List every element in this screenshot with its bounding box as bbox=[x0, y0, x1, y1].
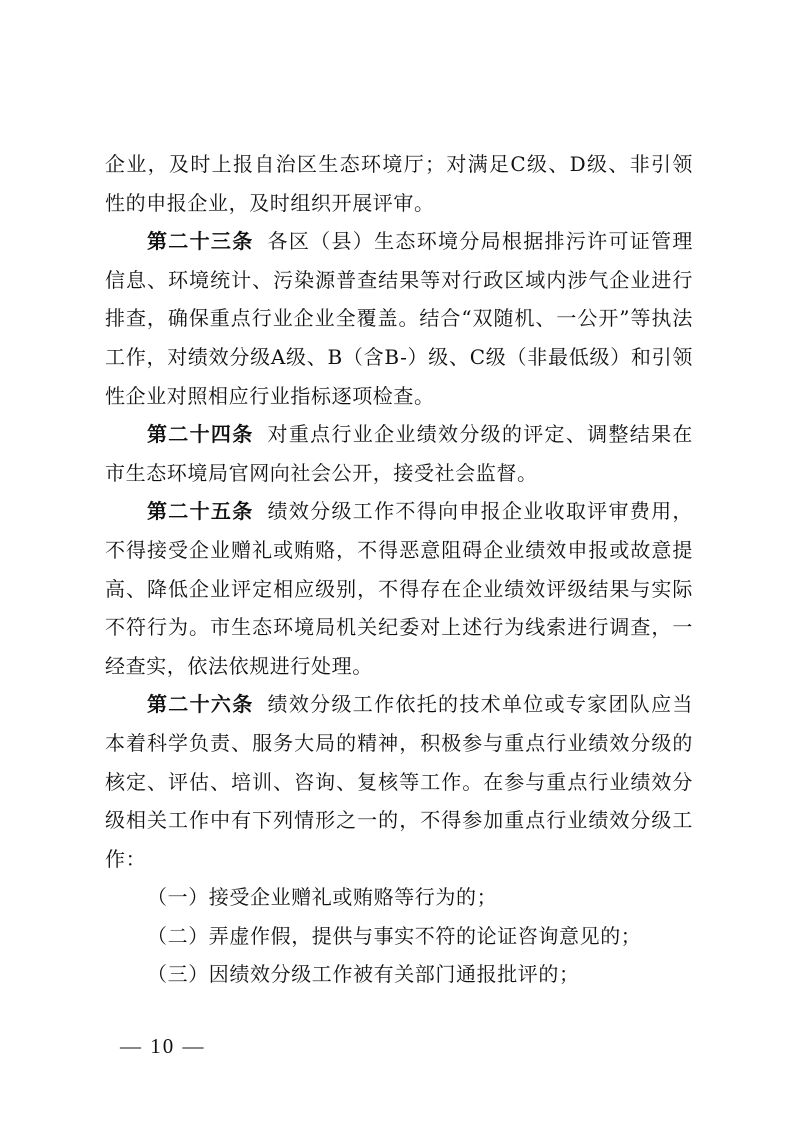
paragraph-continuation bbox=[105, 145, 693, 222]
article-label: 第二十四条 bbox=[147, 422, 254, 447]
paragraph-text: 企业，及时上报自治区生态环境厅；对满足C级、D级、非引领性的申报企业，及时组织开展评审。 bbox=[105, 152, 693, 215]
article-25 bbox=[105, 492, 693, 685]
list-item: （三）因绩效分级工作被有关部门通报批评的； bbox=[147, 962, 580, 987]
list-item: （二）弄虚作假，提供与事实不符的论证咨询意见的； bbox=[147, 923, 642, 948]
article-label: 第二十三条 bbox=[147, 229, 254, 254]
article-23 bbox=[105, 222, 693, 415]
page-number: — 10 — bbox=[120, 1034, 206, 1058]
document-body bbox=[105, 145, 693, 994]
article-label: 第二十六条 bbox=[147, 692, 254, 717]
article-24 bbox=[105, 415, 693, 492]
article-26 bbox=[105, 685, 693, 878]
article-label: 第二十五条 bbox=[147, 499, 254, 524]
paragraph-text: 绩效分级工作依托的技术单位或专家团队应当本着科学负责、服务大局的精神，积极参与重点行业绩效分级的核定、评估、培训、咨询、复核等工作。在参与重点行业绩效分级相关工作中有下列情形之一的，不得参加重点行业绩效分级工作： bbox=[105, 692, 694, 871]
paragraph-text: 各区（县）生态环境分局根据排污许可证管理信息、环境统计、污染源普查结果等对行政区域内涉气企业进行排查，确保重点行业企业全覆盖。结合“双随机、一公开”等执法工作，对绩效分级A级、B（含B-）级、C级（非最低级）和引领性企业对照相应行业指标逐项检查。 bbox=[105, 229, 694, 408]
paragraph-text: 绩效分级工作不得向申报企业收取评审费用，不得接受企业赠礼或贿赂，不得恶意阻碍企业绩效申报或故意提高、降低企业评定相应级别，不得存在企业绩效评级结果与实际不符行为。市生态环境局机关纪委对上述行为线索进行调查，一经查实，依法依规进行处理。 bbox=[105, 499, 694, 678]
list-item: （一）接受企业赠礼或贿赂等行为的； bbox=[147, 885, 498, 910]
paragraph-text: 对重点行业企业绩效分级的评定、调整结果在市生态环境局官网向社会公开，接受社会监督。 bbox=[105, 422, 694, 485]
